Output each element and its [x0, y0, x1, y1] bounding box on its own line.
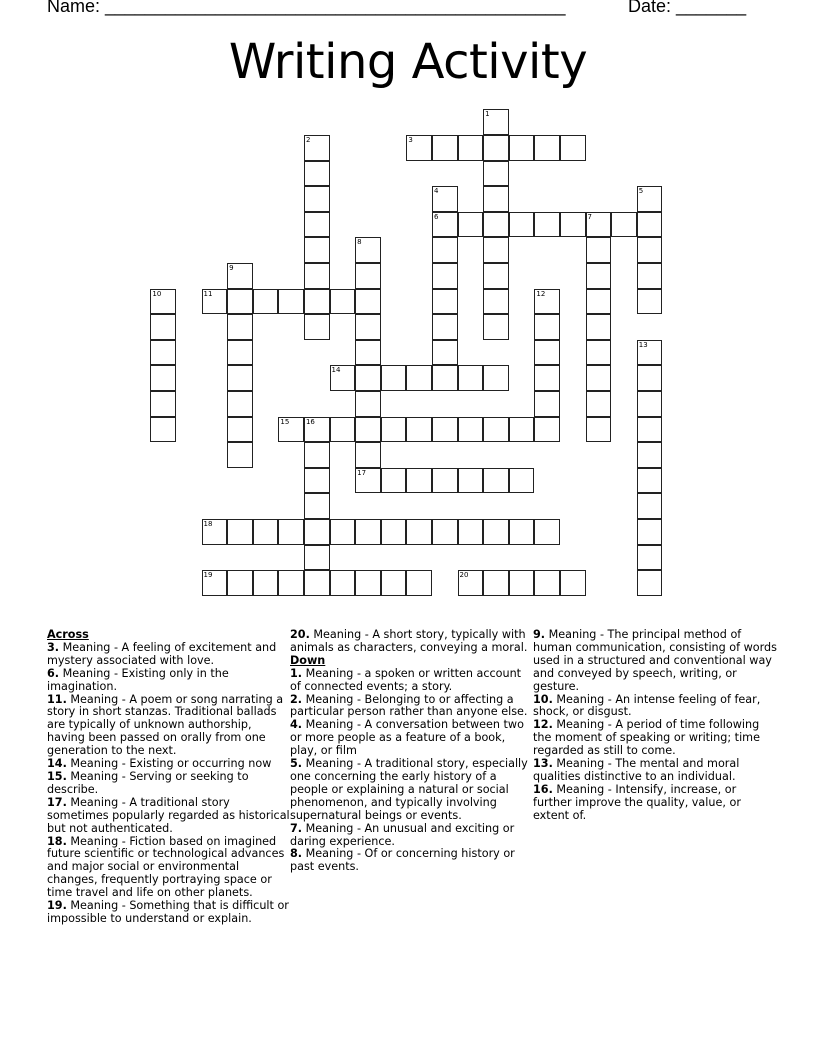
grid-cell[interactable]	[637, 468, 663, 494]
grid-cell[interactable]	[637, 442, 663, 468]
grid-cell[interactable]	[150, 314, 176, 340]
grid-cell[interactable]	[304, 314, 330, 340]
grid-cell[interactable]	[483, 314, 509, 340]
grid-cell[interactable]	[509, 212, 535, 238]
down-clue: 7. Meaning - An unusual and exciting or daring experience.	[290, 821, 515, 848]
grid-cell[interactable]	[150, 417, 176, 443]
across-clue: 6. Meaning - Existing only in the imagination.	[47, 666, 229, 693]
grid-cell[interactable]	[150, 289, 176, 315]
grid-cell[interactable]	[355, 391, 381, 417]
grid-cell[interactable]	[637, 391, 663, 417]
cell-number: 20	[459, 571, 469, 580]
grid-cell[interactable]	[483, 212, 509, 238]
grid-cell[interactable]	[381, 468, 407, 494]
grid-cell[interactable]	[355, 519, 381, 545]
cell-number: 6	[433, 212, 439, 221]
grid-cell[interactable]	[202, 570, 228, 596]
down-clue: 8. Meaning - Of or concerning history or past events.	[290, 847, 515, 874]
grid-cell[interactable]	[483, 365, 509, 391]
grid-cell[interactable]	[304, 468, 330, 494]
grid-cell[interactable]	[458, 212, 484, 238]
cell-number: 16	[305, 417, 315, 426]
grid-cell[interactable]	[483, 289, 509, 315]
grid-cell[interactable]	[637, 519, 663, 545]
grid-cell[interactable]	[278, 519, 304, 545]
cell-number: 12	[536, 289, 546, 298]
cell-number: 13	[638, 340, 648, 349]
grid-cell[interactable]	[509, 570, 535, 596]
grid-cell[interactable]	[355, 314, 381, 340]
grid-cell[interactable]	[534, 340, 560, 366]
grid-cell[interactable]	[534, 212, 560, 238]
down-clue: 9. Meaning - The principal method of human communication, consisting of words used in a structured and conventional way and conveyed by speech, writing, or gesture.	[533, 628, 777, 693]
grid-cell[interactable]	[432, 340, 458, 366]
grid-cell[interactable]	[432, 417, 458, 443]
grid-cell[interactable]	[586, 314, 612, 340]
grid-cell[interactable]	[432, 519, 458, 545]
down-heading: Down	[290, 653, 326, 667]
grid-cell[interactable]	[202, 519, 228, 545]
grid-cell[interactable]	[304, 263, 330, 289]
name-field[interactable]: Name: ______________________________________________	[47, 0, 566, 16]
grid-cell[interactable]	[381, 417, 407, 443]
across-clue: 15. Meaning - Serving or seeking to describe.	[47, 769, 249, 796]
grid-cell[interactable]	[355, 263, 381, 289]
grid-cell[interactable]	[355, 442, 381, 468]
grid-cell[interactable]	[509, 468, 535, 494]
clues-column-3	[533, 629, 778, 823]
grid-cell[interactable]	[330, 365, 356, 391]
grid-cell[interactable]	[586, 212, 612, 238]
grid-cell[interactable]	[406, 135, 432, 161]
cell-number: 9	[229, 263, 234, 272]
cell-number: 3	[408, 135, 413, 144]
grid-cell[interactable]	[534, 314, 560, 340]
across-clue: 14. Meaning - Existing or occurring now	[47, 757, 272, 771]
grid-cell[interactable]	[330, 519, 356, 545]
grid-cell[interactable]	[150, 391, 176, 417]
grid-cell[interactable]	[637, 263, 663, 289]
grid-cell[interactable]	[637, 186, 663, 212]
grid-cell[interactable]	[304, 570, 330, 596]
grid-cell[interactable]	[534, 289, 560, 315]
grid-cell[interactable]	[483, 109, 509, 135]
grid-cell[interactable]	[355, 570, 381, 596]
grid-cell[interactable]	[458, 570, 484, 596]
grid-cell[interactable]	[253, 289, 279, 315]
cell-number: 8	[357, 238, 362, 247]
grid-cell[interactable]	[509, 519, 535, 545]
grid-cell[interactable]	[432, 263, 458, 289]
grid-cell[interactable]	[330, 570, 356, 596]
grid-cell[interactable]	[432, 135, 458, 161]
cell-number: 15	[280, 417, 290, 426]
grid-cell[interactable]	[432, 468, 458, 494]
grid-cell[interactable]	[560, 212, 586, 238]
grid-cell[interactable]	[483, 263, 509, 289]
grid-cell[interactable]	[381, 365, 407, 391]
across-clue: 18. Meaning - Fiction based on imagined future scientific or technological advances and major social or environmental changes, frequently portraying space or time travel and life on other planets.	[47, 834, 285, 900]
grid-cell[interactable]	[611, 212, 637, 238]
cell-number: 14	[331, 366, 341, 375]
page-title: Writing Activity	[228, 34, 588, 90]
grid-cell[interactable]	[483, 417, 509, 443]
grid-cell[interactable]	[253, 570, 279, 596]
across-clue: 3. Meaning - A feeling of excitement and mystery associated with love.	[47, 640, 277, 667]
grid-cell[interactable]	[227, 519, 253, 545]
grid-cell[interactable]	[227, 391, 253, 417]
grid-cell[interactable]	[586, 340, 612, 366]
grid-cell[interactable]	[458, 365, 484, 391]
grid-cell[interactable]	[637, 365, 663, 391]
grid-cell[interactable]	[304, 417, 330, 443]
grid-cell[interactable]	[637, 212, 663, 238]
down-clue: 4. Meaning - A conversation between two or more people as a feature of a book, play, or film	[290, 718, 524, 758]
grid-cell[interactable]	[355, 468, 381, 494]
grid-cell[interactable]	[227, 365, 253, 391]
grid-cell[interactable]	[560, 135, 586, 161]
across-clue: 19. Meaning - Something that is difficult or impossible to understand or explain.	[47, 899, 289, 925]
grid-cell[interactable]	[406, 519, 432, 545]
down-clue: 10. Meaning - An intense feeling of fear, shock, or disgust.	[533, 692, 761, 719]
down-clue: 13. Meaning - The mental and moral qualities distinctive to an individual.	[533, 757, 740, 783]
down-clue: 16. Meaning - Intensify, increase, or further improve the quality, value, or extent of.	[533, 782, 741, 822]
grid-cell[interactable]	[381, 519, 407, 545]
grid-cell[interactable]	[304, 237, 330, 263]
grid-cell[interactable]	[355, 365, 381, 391]
grid-cell[interactable]	[534, 391, 560, 417]
grid-cell[interactable]	[458, 519, 484, 545]
grid-cell[interactable]	[406, 365, 432, 391]
grid-cell[interactable]	[637, 289, 663, 315]
clues-column-2	[290, 629, 535, 874]
grid-cell[interactable]	[637, 545, 663, 571]
grid-cell[interactable]	[355, 289, 381, 315]
date-field[interactable]: Date: _______	[628, 0, 747, 16]
grid-cell[interactable]	[534, 417, 560, 443]
grid-cell[interactable]	[458, 468, 484, 494]
grid-cell[interactable]	[586, 237, 612, 263]
clues-column-1	[47, 629, 292, 926]
grid-cell[interactable]	[278, 289, 304, 315]
grid-cell[interactable]	[304, 519, 330, 545]
down-clue: 1. Meaning - a spoken or written account of connected events; a story.	[290, 666, 522, 693]
grid-cell[interactable]	[432, 237, 458, 263]
cell-number: 10	[152, 289, 162, 298]
cell-number: 5	[638, 187, 644, 196]
grid-cell[interactable]	[304, 545, 330, 571]
grid-cell[interactable]	[586, 417, 612, 443]
grid-cell[interactable]	[483, 135, 509, 161]
grid-cell[interactable]	[483, 186, 509, 212]
cell-number: 18	[203, 519, 213, 528]
grid-cell[interactable]	[227, 417, 253, 443]
grid-cell[interactable]	[637, 237, 663, 263]
grid-cell[interactable]	[227, 340, 253, 366]
grid-cell[interactable]	[202, 289, 228, 315]
grid-cell[interactable]	[227, 289, 253, 315]
cell-number: 2	[305, 135, 311, 144]
grid-cell[interactable]	[304, 289, 330, 315]
grid-cell[interactable]	[534, 135, 560, 161]
grid-cell[interactable]	[330, 417, 356, 443]
grid-cell[interactable]	[432, 314, 458, 340]
grid-cell[interactable]	[483, 570, 509, 596]
cell-number: 11	[203, 289, 213, 298]
grid-cell[interactable]	[458, 417, 484, 443]
grid-cell[interactable]	[227, 263, 253, 289]
grid-cell[interactable]	[278, 570, 304, 596]
grid-cell[interactable]	[406, 570, 432, 596]
grid-cell[interactable]	[253, 519, 279, 545]
grid-cell[interactable]	[278, 417, 304, 443]
grid-cell[interactable]	[150, 340, 176, 366]
cell-number: 4	[433, 187, 439, 196]
cell-number: 17	[357, 468, 367, 477]
grid-cell[interactable]	[483, 161, 509, 187]
grid-cell[interactable]	[534, 570, 560, 596]
cell-number: 1	[485, 110, 490, 119]
across-clue: 17. Meaning - A traditional story sometimes popularly regarded as historical but not authenticated.	[47, 795, 290, 835]
grid-cell[interactable]	[509, 417, 535, 443]
grid-cell[interactable]	[483, 237, 509, 263]
grid-cell[interactable]	[509, 135, 535, 161]
grid-cell[interactable]	[560, 570, 586, 596]
down-clue: 2. Meaning - Belonging to or affecting a particular person rather than anyone else.	[290, 692, 528, 719]
grid-cell[interactable]	[304, 442, 330, 468]
grid-cell[interactable]	[432, 289, 458, 315]
grid-cell[interactable]	[534, 365, 560, 391]
grid-cell[interactable]	[432, 365, 458, 391]
grid-cell[interactable]	[637, 417, 663, 443]
grid-cell[interactable]	[586, 263, 612, 289]
grid-cell[interactable]	[304, 493, 330, 519]
grid-cell[interactable]	[534, 519, 560, 545]
grid-cell[interactable]	[458, 135, 484, 161]
grid-cell[interactable]	[637, 340, 663, 366]
grid-cell[interactable]	[355, 237, 381, 263]
grid-cell[interactable]	[406, 468, 432, 494]
grid-cell[interactable]	[150, 365, 176, 391]
grid-cell[interactable]	[304, 161, 330, 187]
cell-number: 19	[203, 571, 213, 580]
down-clue: 12. Meaning - A period of time following the moment of speaking or writing; time regarded as still to come.	[533, 718, 760, 758]
cell-number: 7	[587, 212, 593, 221]
grid-cell[interactable]	[586, 289, 612, 315]
across-clue: 20. Meaning - A short story, typically with animals as characters, conveying a moral.	[290, 628, 528, 654]
grid-cell[interactable]	[355, 417, 381, 443]
grid-cell[interactable]	[483, 519, 509, 545]
grid-cell[interactable]	[304, 186, 330, 212]
grid-cell[interactable]	[330, 289, 356, 315]
grid-cell[interactable]	[227, 442, 253, 468]
grid-cell[interactable]	[586, 391, 612, 417]
grid-cell[interactable]	[586, 365, 612, 391]
grid-cell[interactable]	[381, 570, 407, 596]
grid-cell[interactable]	[406, 417, 432, 443]
grid-cell[interactable]	[227, 570, 253, 596]
grid-cell[interactable]	[304, 135, 330, 161]
grid-cell[interactable]	[304, 212, 330, 238]
grid-cell[interactable]	[432, 186, 458, 212]
across-heading: Across	[47, 628, 89, 641]
grid-cell[interactable]	[432, 212, 458, 238]
across-clue: 11. Meaning - A poem or song narrating a story in short stanzas. Traditional ballads are typically of unknown authorship, having been passed on orally from one generation to the next.	[47, 692, 284, 758]
grid-cell[interactable]	[637, 493, 663, 519]
grid-cell[interactable]	[355, 340, 381, 366]
down-clue: 5. Meaning - A traditional story, especially one concerning the early history of a people or explaining a natural or social phenomenon, and typically involving supernatural beings or events.	[290, 757, 528, 822]
grid-cell[interactable]	[227, 314, 253, 340]
grid-cell[interactable]	[483, 468, 509, 494]
grid-cell[interactable]	[637, 570, 663, 596]
